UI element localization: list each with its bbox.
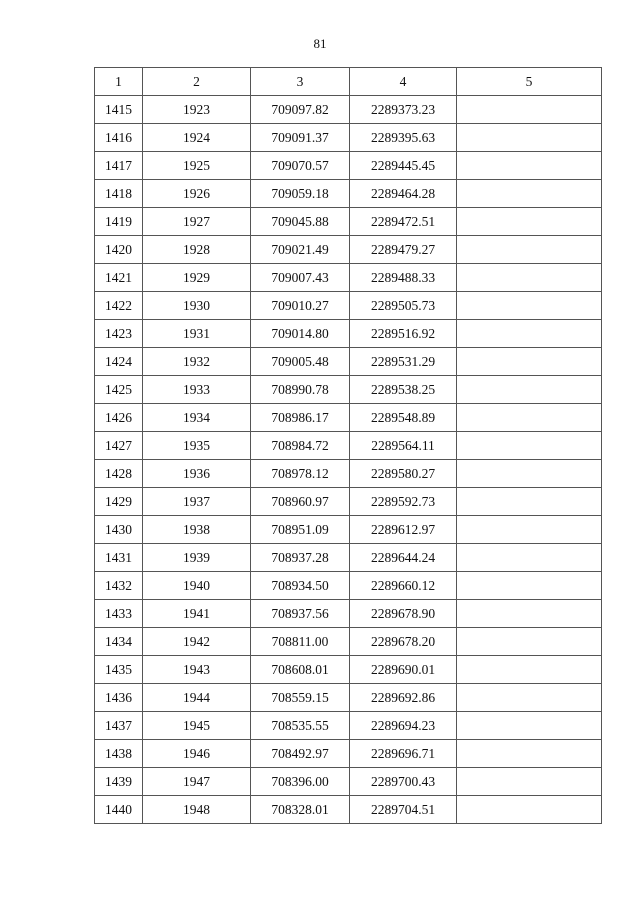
table-cell: 1432 [95,572,143,600]
table-cell [457,656,602,684]
table-cell: 1935 [143,432,251,460]
table-row [95,768,602,796]
table-cell: 2289472.51 [350,208,457,236]
table-cell: 1427 [95,432,143,460]
table-cell: 1437 [95,712,143,740]
table-cell [457,96,602,124]
table-cell: 2289488.33 [350,264,457,292]
table-cell: 1943 [143,656,251,684]
table-cell: 1947 [143,768,251,796]
table-cell: 708951.09 [251,516,350,544]
table-cell [457,684,602,712]
table-cell: 1923 [143,96,251,124]
table-row [95,264,602,292]
table-cell: 1418 [95,180,143,208]
table-cell [457,572,602,600]
table-row [95,404,602,432]
table-cell: 2289395.63 [350,124,457,152]
table-row [95,96,602,124]
table-cell [457,404,602,432]
table-cell [457,236,602,264]
table-cell: 1937 [143,488,251,516]
table-cell: 709010.27 [251,292,350,320]
table-cell: 1436 [95,684,143,712]
table-cell: 709021.49 [251,236,350,264]
table-cell: 2289479.27 [350,236,457,264]
page-number: 81 [313,36,327,51]
table-cell: 1425 [95,376,143,404]
table-cell [457,180,602,208]
table-cell: 1940 [143,572,251,600]
table-cell: 1946 [143,740,251,768]
table-cell: 1424 [95,348,143,376]
table-cell: 2289690.01 [350,656,457,684]
table-cell: 1429 [95,488,143,516]
table-cell [457,544,602,572]
table-row [95,432,602,460]
table-cell: 1945 [143,712,251,740]
table-cell: 1416 [95,124,143,152]
table-cell: 2289516.92 [350,320,457,348]
table-cell [457,740,602,768]
table-cell: 2289644.24 [350,544,457,572]
table-cell: 1420 [95,236,143,264]
table-cell: 2289505.73 [350,292,457,320]
column-header: 4 [350,68,457,96]
table-cell: 2289694.23 [350,712,457,740]
table-cell: 709059.18 [251,180,350,208]
table-row [95,656,602,684]
table-cell: 1941 [143,600,251,628]
table-cell: 1423 [95,320,143,348]
table-cell: 1939 [143,544,251,572]
table-row [95,208,602,236]
table-cell: 1938 [143,516,251,544]
table-cell: 709005.48 [251,348,350,376]
table-cell: 1438 [95,740,143,768]
table-row [95,544,602,572]
table-row [95,516,602,544]
table-row [95,684,602,712]
table-cell: 2289700.43 [350,768,457,796]
table-cell: 709007.43 [251,264,350,292]
table-cell: 1415 [95,96,143,124]
table-row [95,236,602,264]
table-cell: 1440 [95,796,143,824]
table-row [95,488,602,516]
table-row [95,152,602,180]
table-cell: 709070.57 [251,152,350,180]
table-cell: 1428 [95,460,143,488]
table-cell: 2289373.23 [350,96,457,124]
table-cell: 708960.97 [251,488,350,516]
table-cell [457,712,602,740]
table-cell [457,600,602,628]
table-body [95,96,602,824]
table-cell: 708559.15 [251,684,350,712]
table-cell [457,152,602,180]
table-cell: 1426 [95,404,143,432]
table-row [95,124,602,152]
coordinates-table [94,67,602,824]
table-header-row [95,68,602,96]
table-cell: 2289704.51 [350,796,457,824]
table-cell: 1936 [143,460,251,488]
table-cell: 1924 [143,124,251,152]
table-cell: 1933 [143,376,251,404]
table-cell [457,124,602,152]
table-cell: 1930 [143,292,251,320]
table-cell: 1421 [95,264,143,292]
table-row [95,628,602,656]
table-cell: 708937.28 [251,544,350,572]
table-cell: 708811.00 [251,628,350,656]
table-cell: 709091.37 [251,124,350,152]
table-cell: 709045.88 [251,208,350,236]
table-cell [457,292,602,320]
table-cell: 2289696.71 [350,740,457,768]
table-cell: 1925 [143,152,251,180]
column-header: 5 [457,68,602,96]
table-cell: 2289464.28 [350,180,457,208]
table-cell: 1942 [143,628,251,656]
table-cell [457,796,602,824]
table-cell: 1928 [143,236,251,264]
table-cell: 2289531.29 [350,348,457,376]
table-cell: 708608.01 [251,656,350,684]
table-row [95,320,602,348]
table-cell: 1932 [143,348,251,376]
table-cell [457,320,602,348]
table-row [95,376,602,404]
table-cell: 708535.55 [251,712,350,740]
table-cell: 1422 [95,292,143,320]
table-cell: 1934 [143,404,251,432]
table-cell: 1926 [143,180,251,208]
table-cell: 2289692.86 [350,684,457,712]
table-cell: 708396.00 [251,768,350,796]
table-cell: 1417 [95,152,143,180]
table-row [95,796,602,824]
column-header: 1 [95,68,143,96]
table-row [95,740,602,768]
table-cell [457,208,602,236]
table-cell: 2289660.12 [350,572,457,600]
table-cell: 1434 [95,628,143,656]
table-cell: 708492.97 [251,740,350,768]
table-row [95,180,602,208]
table-cell: 2289678.20 [350,628,457,656]
table-cell: 1931 [143,320,251,348]
table-cell: 709097.82 [251,96,350,124]
table-cell [457,432,602,460]
table-cell: 708934.50 [251,572,350,600]
table-cell: 1431 [95,544,143,572]
table-cell: 2289592.73 [350,488,457,516]
table-row [95,712,602,740]
table-cell: 2289548.89 [350,404,457,432]
table-row [95,292,602,320]
table-cell: 1929 [143,264,251,292]
table-row [95,600,602,628]
table-row [95,348,602,376]
table-cell [457,460,602,488]
table-cell: 1439 [95,768,143,796]
table-cell [457,264,602,292]
table-cell: 708990.78 [251,376,350,404]
table-cell: 2289445.45 [350,152,457,180]
table-cell: 1927 [143,208,251,236]
table-cell: 708978.12 [251,460,350,488]
table-cell [457,628,602,656]
table-cell [457,376,602,404]
column-header: 2 [143,68,251,96]
table-cell: 708937.56 [251,600,350,628]
table-cell: 2289612.97 [350,516,457,544]
table-cell: 1430 [95,516,143,544]
table-cell [457,348,602,376]
table-cell: 1435 [95,656,143,684]
table-cell: 1433 [95,600,143,628]
table-cell: 1419 [95,208,143,236]
table-cell: 1944 [143,684,251,712]
table-cell: 708984.72 [251,432,350,460]
table-cell: 708328.01 [251,796,350,824]
table-cell [457,488,602,516]
table-cell: 709014.80 [251,320,350,348]
table-cell [457,516,602,544]
table-cell [457,768,602,796]
table-cell: 2289678.90 [350,600,457,628]
table-row [95,460,602,488]
table-cell: 708986.17 [251,404,350,432]
table-cell: 2289580.27 [350,460,457,488]
table-cell: 2289538.25 [350,376,457,404]
table-cell: 1948 [143,796,251,824]
table-row [95,572,602,600]
column-header: 3 [251,68,350,96]
table-cell: 2289564.11 [350,432,457,460]
